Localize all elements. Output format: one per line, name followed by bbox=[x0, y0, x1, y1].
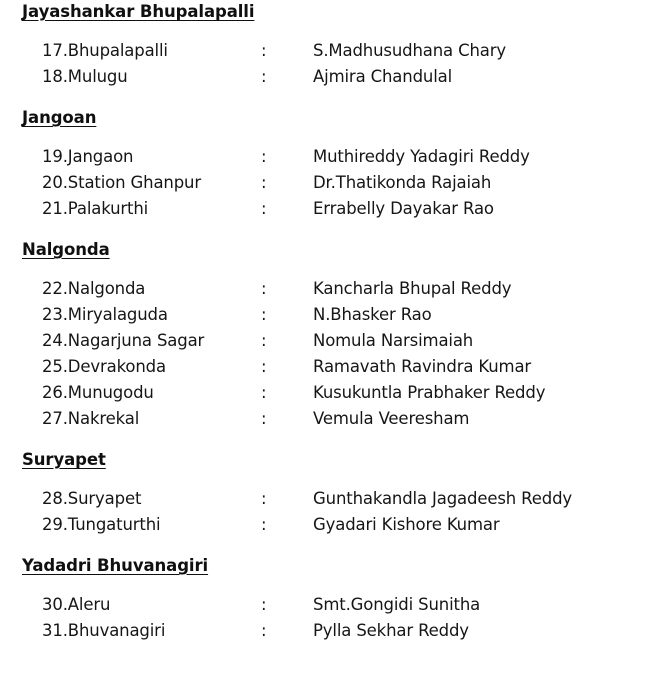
colon-separator: : bbox=[261, 621, 267, 640]
representative-name: Errabelly Dayakar Rao bbox=[313, 199, 494, 218]
colon-separator: : bbox=[261, 279, 267, 298]
representative-name: Gunthakandla Jagadeesh Reddy bbox=[313, 489, 573, 508]
constituency-label bbox=[0, 512, 261, 538]
constituency-row bbox=[0, 276, 650, 302]
constituency-number: 20. bbox=[42, 173, 68, 192]
constituency-number: 30. bbox=[42, 595, 68, 614]
constituency-number: 23. bbox=[42, 305, 68, 324]
colon-separator: : bbox=[261, 305, 267, 324]
constituency-label bbox=[0, 144, 261, 170]
constituency-row bbox=[0, 64, 650, 90]
constituency-row bbox=[0, 618, 650, 644]
constituency-number: 31. bbox=[42, 621, 68, 640]
constituency-row bbox=[0, 354, 650, 380]
representative-name: Muthireddy Yadagiri Reddy bbox=[313, 147, 530, 166]
constituency-name: Suryapet bbox=[67, 489, 142, 508]
constituency-name: Nalgonda bbox=[67, 279, 146, 298]
constituency-name: Nakrekal bbox=[67, 409, 140, 428]
constituency-row bbox=[0, 38, 650, 64]
constituency-number: 22. bbox=[42, 279, 68, 298]
constituency-name: Mulugu bbox=[67, 67, 128, 86]
colon-separator: : bbox=[261, 409, 267, 428]
colon-separator: : bbox=[261, 67, 267, 86]
district-heading: Nalgonda bbox=[22, 240, 110, 259]
representative-name: Kusukuntla Prabhaker Reddy bbox=[313, 383, 546, 402]
constituency-number: 21. bbox=[42, 199, 68, 218]
section-spacer bbox=[0, 90, 650, 108]
heading-spacer bbox=[0, 470, 650, 486]
colon-separator: : bbox=[261, 199, 267, 218]
section-spacer bbox=[0, 538, 650, 556]
district-heading: Jayashankar Bhupalapalli bbox=[22, 2, 255, 21]
section-spacer bbox=[0, 222, 650, 240]
constituency-name: Munugodu bbox=[67, 383, 154, 402]
constituency-number: 28. bbox=[42, 489, 68, 508]
colon-separator: : bbox=[261, 173, 267, 192]
district-heading: Suryapet bbox=[22, 450, 106, 469]
constituency-list bbox=[0, 38, 650, 90]
representative-name: Dr.Thatikonda Rajaiah bbox=[313, 173, 492, 192]
representative-name: N.Bhasker Rao bbox=[313, 305, 432, 324]
constituency-label bbox=[0, 276, 261, 302]
constituency-number: 19. bbox=[42, 147, 68, 166]
heading-spacer bbox=[0, 128, 650, 144]
constituency-name: Miryalaguda bbox=[67, 305, 168, 324]
constituency-name: Jangaon bbox=[67, 147, 134, 166]
constituency-label bbox=[0, 170, 261, 196]
constituency-label bbox=[0, 406, 261, 432]
constituency-name: Bhuvanagiri bbox=[67, 621, 166, 640]
district-heading: Jangoan bbox=[22, 108, 97, 127]
heading-spacer bbox=[0, 576, 650, 592]
representative-name: Smt.Gongidi Sunitha bbox=[313, 595, 481, 614]
constituency-list bbox=[0, 486, 650, 538]
constituency-name: Nagarjuna Sagar bbox=[67, 331, 205, 350]
constituency-row bbox=[0, 170, 650, 196]
colon-separator: : bbox=[261, 147, 267, 166]
constituency-name: Palakurthi bbox=[67, 199, 149, 218]
constituency-label bbox=[0, 486, 261, 512]
colon-separator: : bbox=[261, 515, 267, 534]
constituency-label bbox=[0, 64, 261, 90]
constituency-name: Tungaturthi bbox=[67, 515, 161, 534]
representative-name: Pylla Sekhar Reddy bbox=[313, 621, 469, 640]
constituency-row bbox=[0, 196, 650, 222]
constituency-name: Aleru bbox=[67, 595, 111, 614]
representative-name: Gyadari Kishore Kumar bbox=[313, 515, 500, 534]
constituency-name: Devrakonda bbox=[67, 357, 166, 376]
heading-spacer bbox=[0, 22, 650, 38]
district-section bbox=[0, 240, 650, 450]
constituency-row bbox=[0, 512, 650, 538]
constituency-label bbox=[0, 38, 261, 64]
constituency-label bbox=[0, 196, 261, 222]
colon-separator: : bbox=[261, 41, 267, 60]
district-section bbox=[0, 0, 650, 108]
representative-name: Ajmira Chandulal bbox=[313, 67, 453, 86]
constituency-row bbox=[0, 406, 650, 432]
constituency-row bbox=[0, 380, 650, 406]
district-heading: Yadadri Bhuvanagiri bbox=[22, 556, 209, 575]
constituency-row bbox=[0, 592, 650, 618]
constituency-number: 27. bbox=[42, 409, 68, 428]
constituency-label bbox=[0, 592, 261, 618]
constituency-label bbox=[0, 618, 261, 644]
district-section bbox=[0, 450, 650, 556]
constituency-row bbox=[0, 302, 650, 328]
constituency-row bbox=[0, 144, 650, 170]
representative-name: Nomula Narsimaiah bbox=[313, 331, 474, 350]
district-section bbox=[0, 556, 650, 644]
constituency-label bbox=[0, 328, 261, 354]
representative-name: Vemula Veeresham bbox=[313, 409, 470, 428]
constituency-number: 17. bbox=[42, 41, 68, 60]
constituency-name: Bhupalapalli bbox=[67, 41, 168, 60]
representative-name: Ramavath Ravindra Kumar bbox=[313, 357, 532, 376]
colon-separator: : bbox=[261, 489, 267, 508]
constituency-list bbox=[0, 276, 650, 432]
constituency-list bbox=[0, 592, 650, 644]
constituency-number: 24. bbox=[42, 331, 68, 350]
representative-name: S.Madhusudhana Chary bbox=[313, 41, 507, 60]
constituency-number: 25. bbox=[42, 357, 68, 376]
colon-separator: : bbox=[261, 595, 267, 614]
constituency-row bbox=[0, 328, 650, 354]
district-section bbox=[0, 108, 650, 240]
constituency-name: Station Ghanpur bbox=[67, 173, 201, 192]
colon-separator: : bbox=[261, 331, 267, 350]
constituency-row bbox=[0, 486, 650, 512]
heading-spacer bbox=[0, 260, 650, 276]
constituency-label bbox=[0, 302, 261, 328]
constituency-number: 26. bbox=[42, 383, 68, 402]
constituency-label bbox=[0, 354, 261, 380]
representative-name: Kancharla Bhupal Reddy bbox=[313, 279, 512, 298]
constituency-number: 29. bbox=[42, 515, 68, 534]
colon-separator: : bbox=[261, 383, 267, 402]
constituency-label bbox=[0, 380, 261, 406]
section-spacer bbox=[0, 432, 650, 450]
constituency-number: 18. bbox=[42, 67, 68, 86]
constituency-list bbox=[0, 144, 650, 222]
colon-separator: : bbox=[261, 357, 267, 376]
